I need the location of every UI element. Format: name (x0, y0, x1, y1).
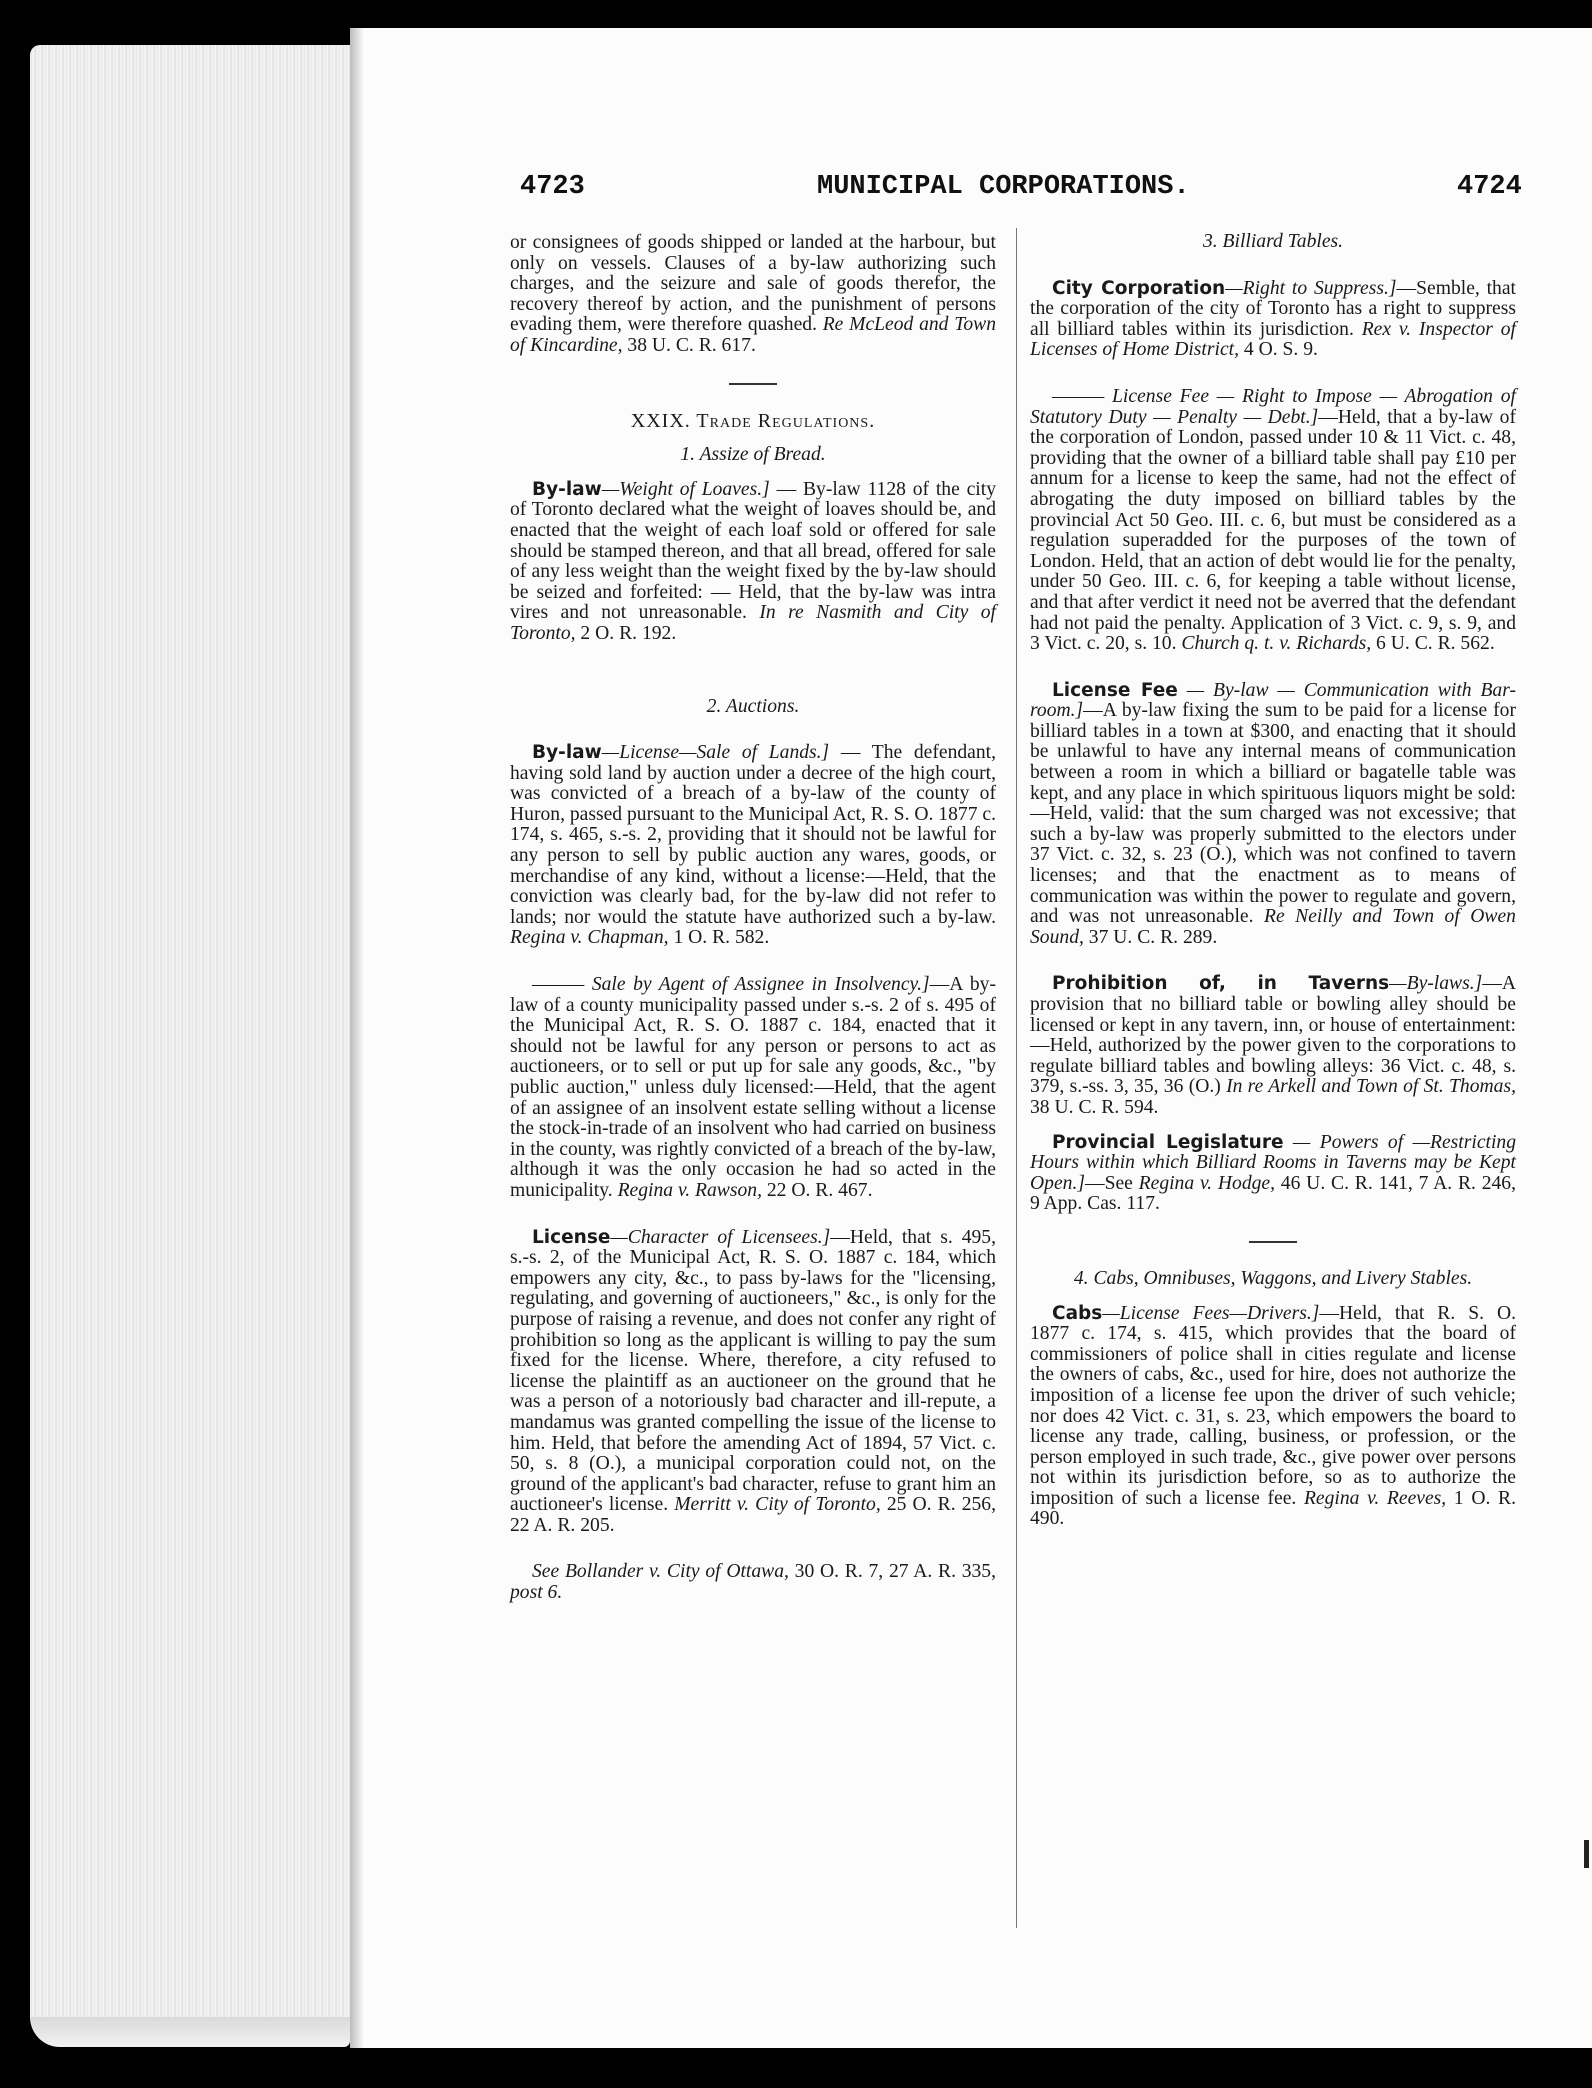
section-heading: XXIX. Trade Regulations. (630, 409, 876, 432)
digest-entry: ——— Sale by Agent of Assignee in Insolvency.]—A by-law of a county municipality passed under s.-s. 2 of s. 495 of the Municipal Act, R. S. O. 1887 c. 184, enacted that it should not be lawful for any person or persons to act as auctioneers, or to sell or put up for sale any goods, &c., "by public auction," unless duly licensed:—Held, that the agent of an assignee of an insolvent estate selling without a license the stock-in-trade of an insolvent who had carried on business in the county, was rightly convicted of a breach of the by-law, although it was the only occasion he had so acted in the municipality. Regina v. Rawson, 22 O. R. 467. (510, 974, 996, 1201)
digest-entry: By-law—Weight of Loaves.] — By-law 1128 of the city of Toronto declared what the weight of loaves should be, and enacted that the weight of each loaf sold or offered for sale should be stamped thereon, and that all bread, offered for sale of any less weight than the weight fixed by the by-law should be seized and forfeited: — Held, that the by-law was intra vires and not unreasonable. In re Nasmith and City of Toronto, 2 O. R. 192. (510, 478, 996, 644)
digest-entry: Provincial Legislature — Powers of —Restricting Hours within which Billiard Rooms in Taverns may be Kept Open.]—See Regina v. Hodge, 46 U. C. R. 141, 7 A. R. 246, 9 App. Cas. 117. (1030, 1131, 1516, 1215)
book-page-edges (30, 45, 350, 2035)
digest-entry: ——— License Fee — Right to Impose — Abrogation of Statutory Duty — Penalty — Debt.]—Held, that a by-law of the corporation of London, passed under 10 & 11 Vict. c. 48, providing that the owner of a billiard table shall pay £10 per annum for a license to keep the same, had not the effect of abrogating the duty imposed on billiard tables by the provincial Act 50 Geo. III. c. 6, but must be considered as a regulation superadded for the purposes of the town of London. Held, that an action of debt would lie for the penalty, under 50 Geo. III. c. 6, for keeping a table without license, and that after verdict it need not be averred that the defendant had not paid the penalty. Application of 3 Vict. c. 9, s. 9, and 3 Vict. c. 20, s. 10. Church q. t. v. Richards, 6 U. C. R. 562. (1030, 385, 1516, 655)
subsection-heading: 2. Auctions. (706, 695, 800, 717)
digest-entry: License—Character of Licensees.]—Held, that s. 495, s.-s. 2, of the Municipal Act, R. S. O. 1887 c. 184, which empowers any city, &c., to pass by-laws for the "licensing, regulating, and governing of auctioneers," &c., is only for the purpose of raising a revenue, and does not confer any right of prohibition so long as the applicant is willing to pay the sum fixed for the license. Where, therefore, a city refused to license the plaintiff as an auctioneer on the ground that he was a person of a notoriously bad character and ill-repute, a mandamus was granted compelling the issue of the license to him. Held, that before the amending Act of 1894, 57 Vict. c. 50, s. 8 (O.), a municipal corporation could not, on the ground of the applicant's bad character, refuse to grant him an auctioneer's license. Merritt v. City of Toronto, 25 O. R. 256, 22 A. R. 205. (510, 1226, 996, 1536)
continued-paragraph: or consignees of goods shipped or landed at the harbour, but only on vessels. Clauses of a by-law authorizing such charges, and the seizure and sale of goods therefor, the recovery thereof by action, and the punishment of persons evading them, were therefore quashed. Re McLeod and Town of Kincardine, 38 U. C. R. 617. (510, 232, 996, 356)
digest-entry: Prohibition of, in Taverns—By-laws.]—A provision that no billiard table or bowling alley should be licensed or kept in any tavern, inn, or house of entertainment:—Held, authorized by the power given to the corporations to regulate billiard tables and bowling alleys: 36 Vict. c. 48, s. 379, s.-ss. 3, 35, 36 (O.) In re Arkell and Town of St. Thomas, 38 U. C. R. 594. (1030, 973, 1516, 1118)
column-divider (1016, 228, 1017, 1928)
digest-entry: License Fee — By-law — Communication with Bar-room.]—A by-law fixing the sum to be paid for a license for billiard tables in a town at $300, and enacting that it should be unlawful to have any internal means of communication between a room in which a billiard or bagatelle table was kept, and any place in which spirituous liquors might be sold:—Held, valid: that the sum charged was not excessive; that such a by-law was properly submitted to the electors under 37 Vict. c. 32, s. 23 (O.), which was not confined to tavern licenses; and that the enactment as to means of communication was within the power to regulate and govern, and was not unreasonable. Re Neilly and Town of Owen Sound, 37 U. C. R. 289. (1030, 679, 1516, 948)
running-title: MUNICIPAL CORPORATIONS. (817, 172, 1190, 202)
left-page-number: 4723 (520, 172, 585, 202)
running-header (520, 172, 1520, 212)
left-column (510, 233, 996, 1604)
subsection-heading: 4. Cabs, Omnibuses, Waggons, and Livery Stables. (1073, 1267, 1473, 1289)
digest-entry: Cabs—License Fees—Drivers.]—Held, that R. S. O. 1877 c. 174, s. 415, which provides that the board of commissioners of police shall in cities regulate and license the owners of cabs, &c., used for hire, does not authorize the imposition of a license fee upon the driver of such vehicle; nor does 42 Vict. c. 31, s. 23, which empowers the board to license any trade, calling, business, or profession, or the person employed in such trade, &c., give power over persons not within its jurisdiction before, so as to authorize the imposition of such a license fee. Regina v. Reeves, 1 O. R. 490. (1030, 1302, 1517, 1530)
page-gutter-shadow (350, 28, 364, 2048)
right-column (1030, 232, 1516, 1530)
digest-entry: City Corporation—Right to Suppress.]—Semble, that the corporation of the city of Toronto has a right to suppress all billiard tables within its jurisdiction. Rex v. Inspector of Licenses of Home District, 4 O. S. 9. (1030, 277, 1516, 361)
right-page-number: 4724 (1457, 172, 1522, 202)
case-name: Re McLeod and Town of Kincardine, (510, 314, 996, 356)
see-also-reference: See Bollander v. City of Ottawa, 30 O. R. 7, 27 A. R. 335, post 6. (510, 1561, 997, 1604)
subsection-heading: 1. Assize of Bread. (680, 444, 826, 466)
scan-edge-mark (1584, 1840, 1589, 1868)
digest-entry: By-law—License—Sale of Lands.] — The defendant, having sold land by auction under a decree of the high court, was convicted of a breach of a by-law of the county of Huron, passed pursuant to the Municipal Act, R. S. O. 1877 c. 174, s. 465, s.-s. 2, providing that it should not be lawful for any person to sell by public auction any wares, goods, or merchandise of any kind, without a license:—Held, that the conviction was clearly bad, for the by-law did not refer to lands; nor would the statute have authorized such a by-law. Regina v. Chapman, 1 O. R. 582. (510, 742, 996, 949)
subsection-heading: 3. Billiard Tables. (1202, 231, 1344, 252)
